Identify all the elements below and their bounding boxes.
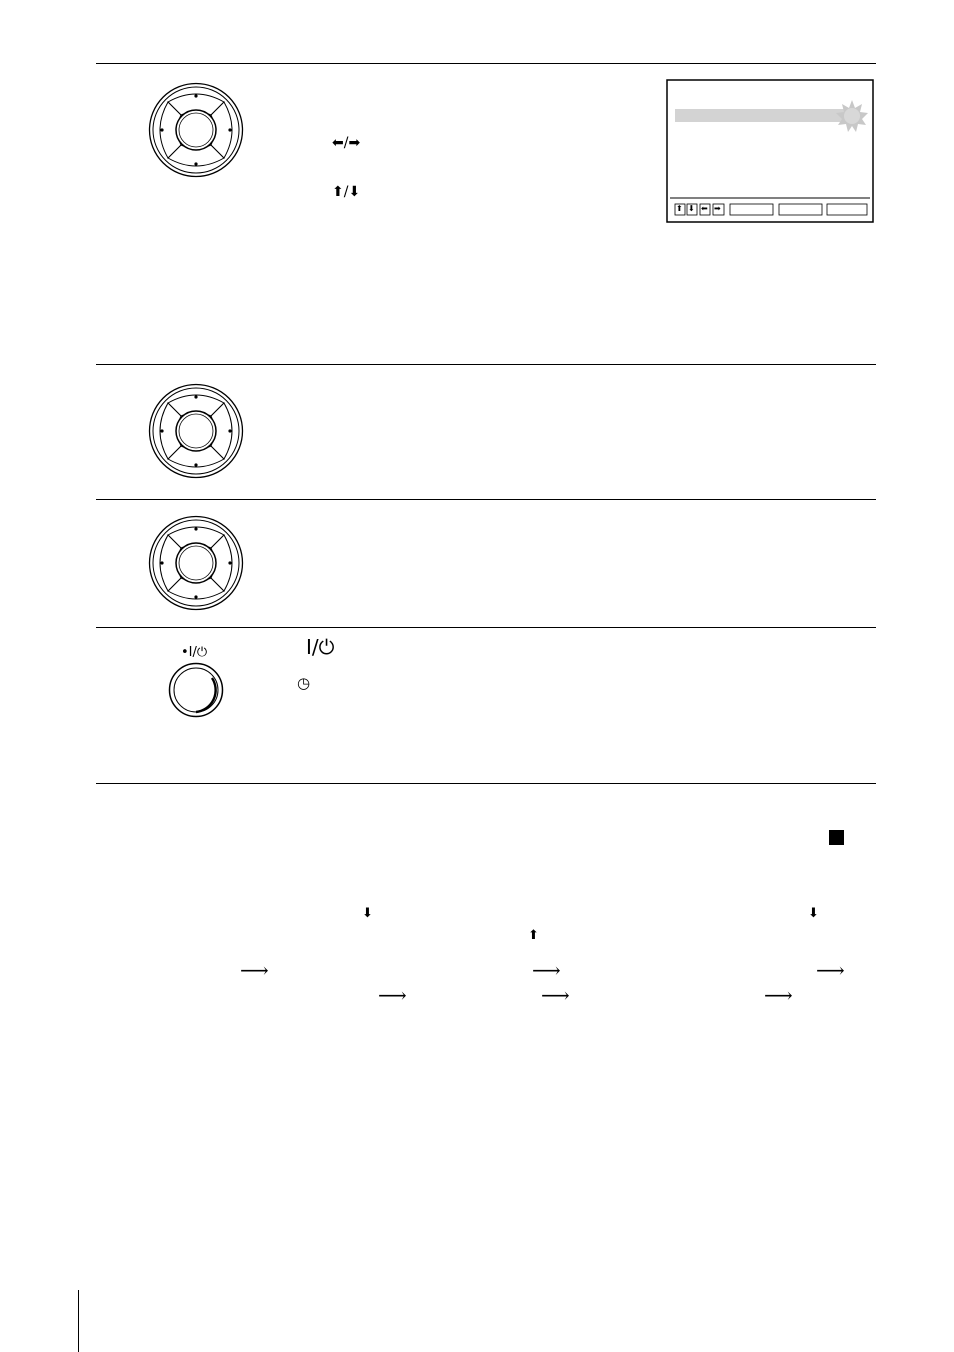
down-arrow-icon: ⬇ (808, 906, 819, 921)
section-divider (96, 364, 876, 365)
left-right-arrows-icon: ⬅/➡ (332, 135, 361, 151)
page-margin-line (78, 1290, 79, 1352)
tv-screen-menu (666, 79, 874, 223)
right-key-icon: ➡ (714, 204, 721, 213)
section-divider (96, 783, 876, 784)
right-arrow-icon: ⟶ (532, 958, 561, 982)
down-arrow-icon: ⬇ (362, 906, 373, 921)
section-divider (96, 63, 876, 64)
right-arrow-icon: ⟶ (240, 958, 269, 982)
menu-highlight-bar (675, 109, 845, 122)
up-key-icon: ⬆ (676, 204, 683, 213)
down-key-icon: ⬇ (688, 204, 695, 213)
right-arrow-icon: ⟶ (378, 983, 407, 1007)
right-arrow-icon: ⟶ (816, 958, 845, 982)
power-switch-icon: I/⏻ (306, 635, 335, 659)
power-button-icon (168, 662, 226, 720)
left-key-icon: ⬅ (701, 204, 708, 213)
directional-pad-icon (148, 383, 244, 479)
section-divider (96, 627, 876, 628)
section-divider (96, 499, 876, 500)
directional-pad-icon (148, 515, 244, 611)
stop-square-icon (829, 830, 844, 845)
up-arrow-icon: ⬆ (528, 928, 539, 943)
timer-clock-icon: ◷ (297, 674, 311, 692)
right-arrow-icon: ⟶ (541, 983, 570, 1007)
up-down-arrows-icon: ⬆/⬇ (332, 184, 361, 200)
right-arrow-icon: ⟶ (764, 983, 793, 1007)
directional-pad-icon (148, 82, 244, 178)
power-label: •I/⏻ (181, 645, 208, 660)
